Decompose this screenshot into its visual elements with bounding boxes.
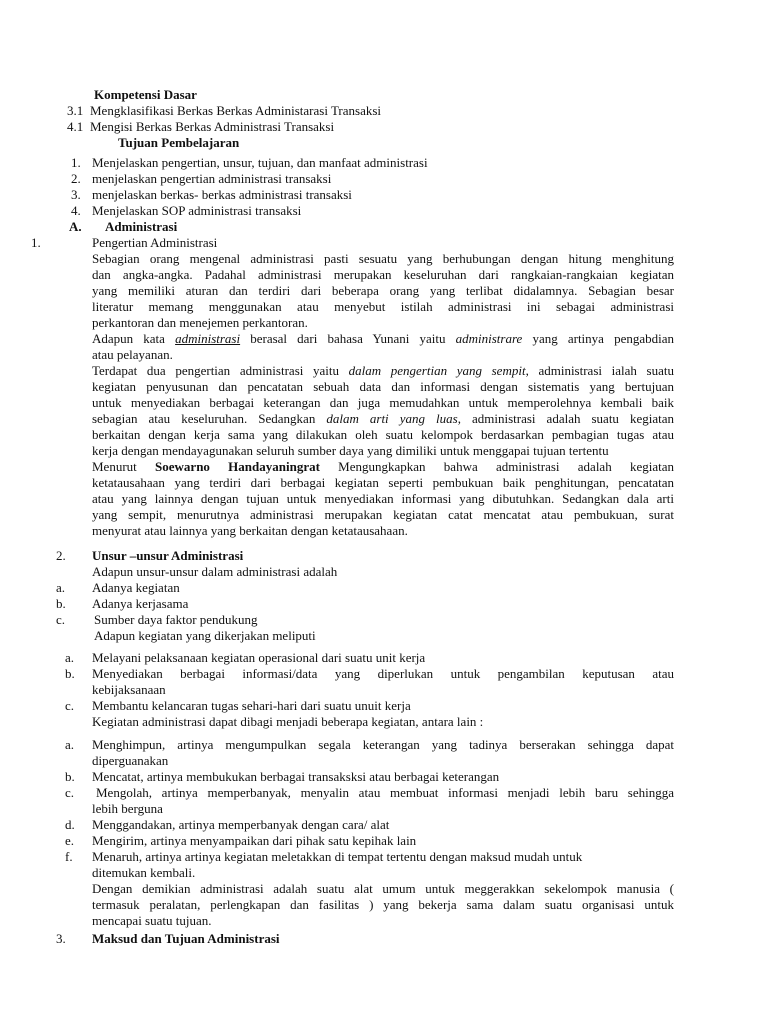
dibagi-letter-d: d. bbox=[65, 817, 75, 832]
kompetensi-item-1: Mengklasifikasi Berkas Berkas Administarasi Transaksi bbox=[90, 103, 382, 118]
sec1-p4-line bbox=[92, 459, 674, 475]
kompetensi-num-1: 3.1 bbox=[67, 103, 84, 118]
section-a-letter: A. bbox=[69, 219, 82, 234]
kegiatan-letter-a: a. bbox=[65, 650, 75, 665]
kesimpulan-line: termasuk peralatan, perlengkapan dan fasilitas ) yang bekerja sama dalam suatu organisasi untuk bbox=[92, 897, 674, 912]
text-run: berasal dari bahasa Yunani yaitu bbox=[240, 331, 456, 346]
unsur-letter-a: a. bbox=[56, 580, 66, 595]
unsur-letter-c: c. bbox=[56, 612, 66, 627]
text-run: Mengungkapkan bahwa administrasi adalah kegiatan bbox=[319, 459, 674, 474]
dibagi-item-e: Mengirim, artinya menyampaikan dari pihak satu kepihak lain bbox=[92, 833, 417, 848]
term-pengertian-sempit: dalam pengertian yang sempit bbox=[348, 363, 526, 378]
kegiatan-intro: Adapun kegiatan yang dikerjakan meliputi bbox=[94, 628, 316, 643]
text-run: , administrasi adalah suatu kegiatan bbox=[457, 411, 674, 426]
dibagi-item-d: Menggandakan, artinya memperbanyak dengan cara/ alat bbox=[92, 817, 390, 832]
kompetensi-title: Kompetensi Dasar bbox=[94, 87, 197, 102]
dibagi-item-f: Menaruh, artinya artinya kegiatan meletakkan di tempat tertentu dengan maksud mudah untuk bbox=[92, 849, 583, 864]
sec1-p2-line bbox=[92, 331, 674, 347]
tujuan-num-1: 1. bbox=[71, 155, 81, 170]
sec1-p3-line: kerja dengan mendayagunakan seluruh sumber daya yang dimiliki untuk menggapai tujuan tertentu bbox=[92, 443, 609, 458]
dibagi-letter-a: a. bbox=[65, 737, 75, 752]
author-name: Soewarno Handayaningrat bbox=[155, 459, 320, 474]
text-run: sebagian atau keseluruhan. Sedangkan bbox=[92, 411, 327, 426]
term-administrare: administrare bbox=[455, 331, 523, 346]
tujuan-num-4: 4. bbox=[71, 203, 81, 218]
sec1-p1-line: perkantoran dan menejemen perkantoran. bbox=[92, 315, 308, 330]
text-run: , administrasi ialah suatu bbox=[525, 363, 674, 378]
sec3-title: Maksud dan Tujuan Administrasi bbox=[92, 931, 280, 946]
sec1-p1-line: yang memiliki aturan dan terdiri dari beberapa orang yang terlibat didalamnya. Sebagian besar bbox=[92, 283, 674, 298]
sec1-p2-line: atau pelayanan. bbox=[92, 347, 173, 362]
text-run: Terdapat dua pengertian administrasi yaitu bbox=[92, 363, 349, 378]
dibagi-letter-c: c. bbox=[65, 785, 75, 800]
unsur-letter-b: b. bbox=[56, 596, 66, 611]
kegiatan-item-a: Melayani pelaksanaan kegiatan operasional dari suatu unit kerja bbox=[92, 650, 426, 665]
dibagi-item-f-cont: ditemukan kembali. bbox=[92, 865, 196, 880]
section-a-title: Administrasi bbox=[105, 219, 178, 234]
dibagi-letter-e: e. bbox=[65, 833, 75, 848]
dibagi-item-a-cont: diperguanakan bbox=[92, 753, 169, 768]
kegiatan-item-b: Menyediakan berbagai informasi/data yang diperlukan untuk pengambilan keputusan atau bbox=[92, 666, 674, 681]
sec1-title: Pengertian Administrasi bbox=[92, 235, 218, 250]
tujuan-item-3: menjelaskan berkas- berkas administrasi transaksi bbox=[92, 187, 352, 202]
sec1-p1-line: Sebagian orang mengenal administrasi pasti sesuatu yang berhubungan dengan hitung menghitung bbox=[92, 251, 674, 266]
dibagi-item-b: Mencatat, artinya membukukan berbagai transaksksi atau berbagai keterangan bbox=[92, 769, 500, 784]
dibagi-letter-b: b. bbox=[65, 769, 75, 784]
sec3-num: 3. bbox=[56, 931, 66, 946]
sec1-p1-line: dan angka-angka. Padahal administrasi merupakan keseluruhan dari rangkaian-rangkaian kegiatan bbox=[92, 267, 674, 282]
tujuan-num-2: 2. bbox=[71, 171, 81, 186]
dibagi-intro: Kegiatan administrasi dapat dibagi menjadi beberapa kegiatan, antara lain : bbox=[92, 714, 484, 729]
unsur-item-b: Adanya kerjasama bbox=[92, 596, 189, 611]
sec1-p4-line: ketatausahaan yang terdiri dari berbagai kegiatan seperti pembukuan baik penghitungan, pencatatan bbox=[92, 475, 674, 490]
unsur-item-a: Adanya kegiatan bbox=[92, 580, 180, 595]
dibagi-item-c-cont: lebih berguna bbox=[92, 801, 163, 816]
kegiatan-item-b-cont: kebijaksanaan bbox=[92, 682, 166, 697]
sec1-p4-line: yang sempit, menurutnya administrasi merupakan kegiatan catat mencatat atau pembukuan, surat bbox=[92, 507, 674, 522]
text-run: Menurut bbox=[92, 459, 156, 474]
sec1-p3-line: berkaitan dengan kerja sama yang dilakukan oleh suatu kelompok berdasarkan pembagian tugas atau bbox=[92, 427, 674, 442]
sec2-title: Unsur –unsur Administrasi bbox=[92, 548, 244, 563]
kompetensi-num-2: 4.1 bbox=[67, 119, 84, 134]
kegiatan-item-c: Membantu kelancaran tugas sehari-hari dari suatu unuit kerja bbox=[92, 698, 411, 713]
text-run: Adapun kata bbox=[92, 331, 176, 346]
sec1-p1-line: literatur memang menggunakan atau menyebut istilah administrasi ini sebagai administrasi bbox=[92, 299, 674, 314]
sec1-p3-line: untuk menyediakan berbagai keterangan dan juga memudahkan untuk memperolehnya kembali baik bbox=[92, 395, 674, 410]
kesimpulan-line: mencapai suatu tujuan. bbox=[92, 913, 212, 928]
kompetensi-item-2: Mengisi Berkas Berkas Administrasi Transaksi bbox=[90, 119, 335, 134]
kegiatan-letter-c: c. bbox=[65, 698, 75, 713]
unsur-item-c: Sumber daya faktor pendukung bbox=[94, 612, 258, 627]
sec2-num: 2. bbox=[56, 548, 66, 563]
tujuan-num-3: 3. bbox=[71, 187, 81, 202]
sec1-p3-line: kegiatan penyusunan dan pencatatan sebuah data dan informasi dengan sistematis yang bertujuan bbox=[92, 379, 674, 394]
term-arti-luas: dalam arti yang luas bbox=[326, 411, 458, 426]
dibagi-item-a: Menghimpun, artinya mengumpulkan segala keterangan yang tadinya berserakan sehingga dapat bbox=[92, 737, 674, 752]
sec1-num: 1. bbox=[31, 235, 41, 250]
dibagi-letter-f: f. bbox=[65, 849, 73, 864]
tujuan-item-2: menjelaskan pengertian administrasi transaksi bbox=[92, 171, 332, 186]
kegiatan-letter-b: b. bbox=[65, 666, 75, 681]
sec1-p3-line bbox=[92, 411, 674, 427]
text-run: yang artinya pengabdian bbox=[522, 331, 674, 346]
tujuan-title: Tujuan Pembelajaran bbox=[118, 135, 240, 150]
kesimpulan-line: Dengan demikian administrasi adalah suatu alat umum untuk meggerakkan sekelompok manusia ( bbox=[92, 881, 674, 896]
tujuan-item-4: Menjelaskan SOP administrasi transaksi bbox=[92, 203, 302, 218]
sec1-p4-line: atau yang lainnya dengan tujuan untuk menyediakan informasi yang dibutuhkan. Sedangkan dala arti bbox=[92, 491, 674, 506]
term-administrasi: administrasi bbox=[175, 331, 241, 346]
sec2-intro: Adapun unsur-unsur dalam administrasi adalah bbox=[92, 564, 338, 579]
dibagi-item-c: Mengolah, artinya memperbanyak, menyalin atau membuat informasi menjadi lebih baru sehingga bbox=[96, 785, 674, 800]
tujuan-item-1: Menjelaskan pengertian, unsur, tujuan, dan manfaat administrasi bbox=[92, 155, 428, 170]
sec1-p4-line: menyurat atau lainnya yang berkaitan dengan ketatausahaan. bbox=[92, 523, 408, 538]
sec1-p3-line bbox=[92, 363, 674, 379]
